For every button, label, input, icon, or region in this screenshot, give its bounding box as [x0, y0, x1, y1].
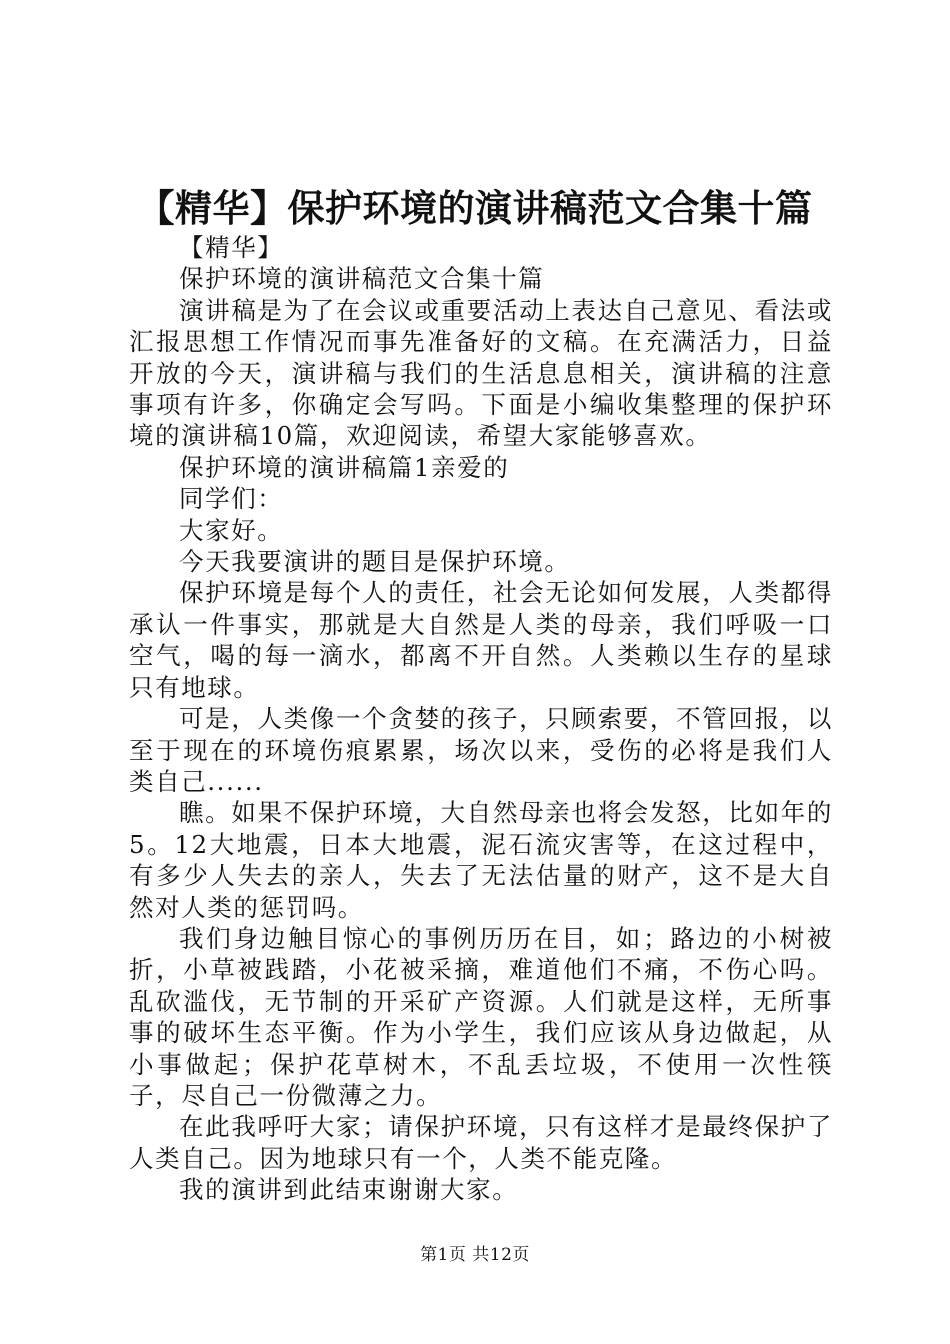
paragraph: 【精华】: [179, 233, 284, 262]
paragraph: 同学们：: [179, 484, 284, 514]
paragraph: 保护环境是每个人的责任，社会无论如何发展，人类都得承认一件事实，那就是大自然是人类的母亲，我们呼吸一口空气，喝的每一滴水，都离不开自然。人类赖以生存的星球只有地球。: [129, 578, 833, 702]
paragraph: 保护环境的演讲稿范文合集十篇: [179, 264, 545, 294]
paragraph: 今天我要演讲的题目是保护环境。: [179, 547, 571, 577]
page-number-footer: 第1页 共12页: [420, 1245, 530, 1265]
paragraph: 我们身边触目惊心的事例历历在目，如；路边的小树被折，小草被践踏，小花被采摘，难道他们不痛，不伤心吗。乱砍滥伐，无节制的开采矿产资源。人们就是这样，无所事事的破坏生态平衡。作为小学生，我们应该从身边做起，从小事做起；保护花草树木，不乱丢垃圾，不使用一次性筷子，尽自己一份微薄之力。: [129, 923, 833, 1110]
paragraph: 演讲稿是为了在会议或重要活动上表达自己意见、看法或汇报思想工作情况而事先准备好的文稿。在充满活力，日益开放的今天，演讲稿与我们的生活息息相关，演讲稿的注意事项有许多，你确定会写吗。下面是小编收集整理的保护环境的演讲稿10篇，欢迎阅读，希望大家能够喜欢。: [129, 295, 833, 451]
paragraph: 保护环境的演讲稿篇1亲爱的: [179, 452, 510, 482]
paragraph: 我的演讲到此结束谢谢大家。: [179, 1175, 519, 1205]
paragraph: 瞧。如果不保护环境，大自然母亲也将会发怒，比如年的5。12大地震，日本大地震，泥石流灾害等，在这过程中，有多少人失去的亲人，失去了无法估量的财产，这不是大自然对人类的惩罚吗。: [129, 798, 833, 922]
paragraph: 大家好。: [179, 515, 284, 545]
document-title: 【精华】保护环境的演讲稿范文合集十篇: [137, 186, 813, 230]
paragraph: 可是，人类像一个贪婪的孩子，只顾索要，不管回报，以至于现在的环境伤痕累累，场次以来，受伤的必将是我们人类自己......: [129, 704, 833, 796]
paragraph: 在此我呼吁大家；请保护环境，只有这样才是最终保护了人类自己。因为地球只有一个，人类不能克隆。: [129, 1112, 833, 1173]
document-body: [129, 232, 833, 1206]
